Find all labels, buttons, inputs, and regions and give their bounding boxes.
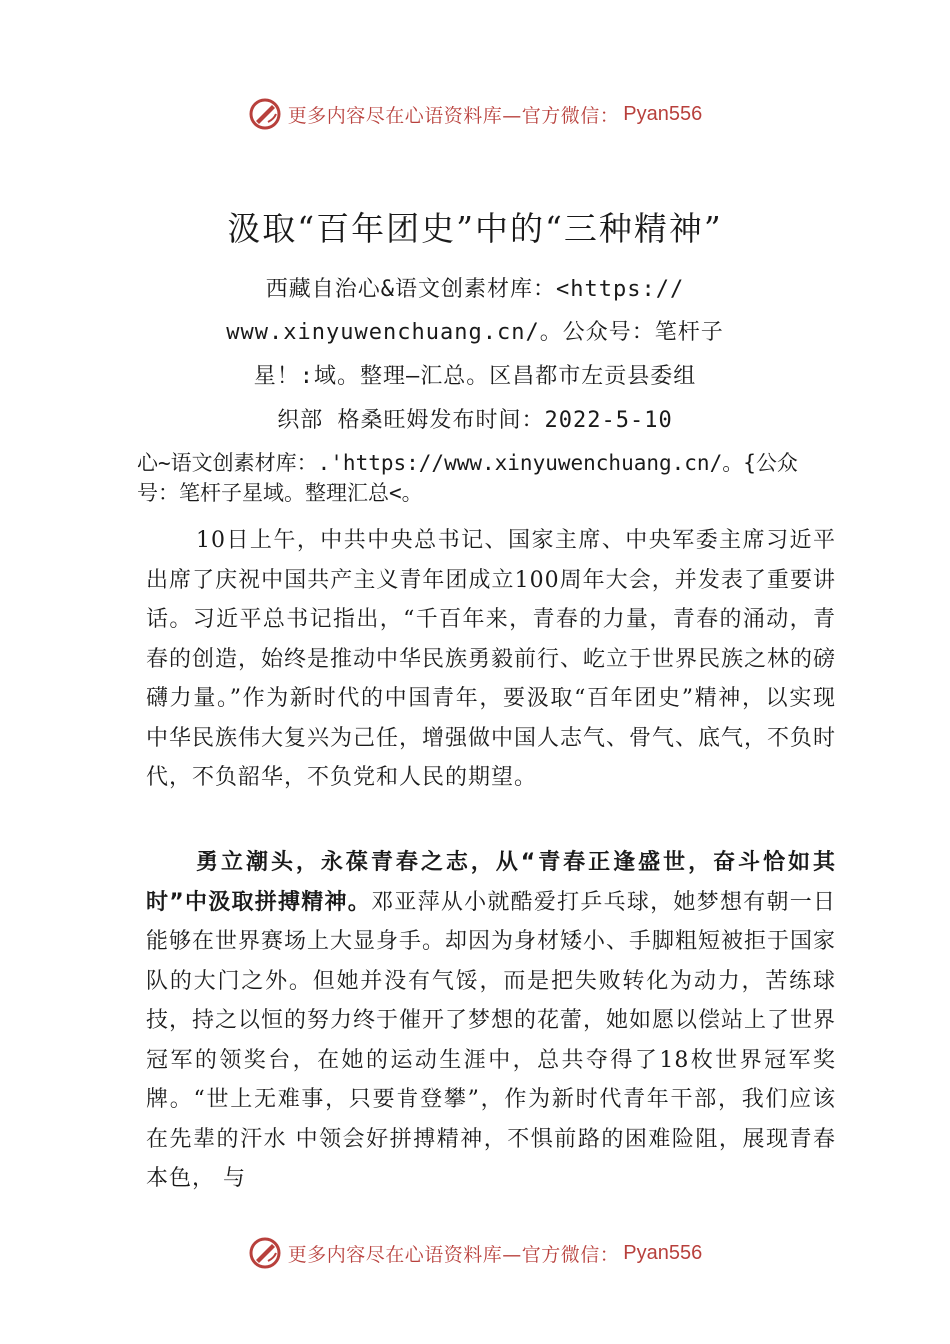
header-banner [0, 94, 950, 134]
paragraph-lead: 勇立潮头，永葆青春之志，从“青春正逢盛世，奋斗恰如其时”中汲取拼搏精神。 [146, 850, 836, 915]
meta-line: 织部 格桑旺姆发布时间：2022-5-10 [277, 408, 673, 433]
footer-banner [0, 1233, 950, 1273]
source-note: 心~语文创素材库：.'https://www.xinyuwenchuang.cn/。{公众号：笔杆子星域。整理汇总<。 [137, 451, 798, 505]
wechat-id: Pyan556 [623, 102, 703, 125]
paragraph-body: 邓亚萍从小就酷爱打乒乓球，她梦想有朝一日能够在世界赛场上大显身手。却因为身材矮小、手脚粗短被拒于国家队的大门之外。但她并没有气馁，而是把失败转化为动力，苦练球技，持之以恒的努力终于催开了梦想的花蕾，她如愿以偿站上了世界冠军的领奖台，在她的运动生涯中，总共夺得了18枚世界冠军奖牌。“世上无难事，只要肯登攀”，作为新时代青年干部，我们应该在先辈的汗水 中领会好拼搏精神，不惧前路的困难险阻，展现青春本色， 与 [146, 889, 837, 1191]
meta-line: 星！:域。整理—汇总。区昌都市左贡县委组 [253, 364, 697, 389]
seal-logo-icon [248, 97, 282, 131]
meta-line: www.xinyuwenchuang.cn/。公众号：笔杆子 [226, 320, 724, 345]
banner-text: 更多内容尽在心语资料库—官方微信： [287, 1243, 620, 1266]
document-title: 汲取“百年团史”中的“三种精神” [227, 209, 723, 248]
body-paragraph-1: 10日上午，中共中央总书记、国家主席、中央军委主席习近平出席了庆祝中国共产主义青年团成立100周年大会，并发表了重要讲话。习近平总书记指出，“千百年来，青春的力量，青春的涌动，青春的创造，始终是推动中华民族勇毅前行、屹立于世界民族之林的磅礴力量。”作为新时代的中国青年，要汲取“百年团史”精神，以实现中华民族伟大复兴为己任，增强做中国人志气、骨气、底气，不负时代，不负韶华，不负党和人民的期望。 [146, 528, 837, 790]
body-paragraph-2 [146, 843, 836, 1199]
seal-logo-icon [248, 1236, 282, 1270]
meta-line: 西藏自治心&语文创素材库：<https:// [265, 277, 685, 302]
banner-text: 更多内容尽在心语资料库—官方微信： [287, 104, 620, 127]
wechat-id: Pyan556 [623, 1241, 703, 1264]
